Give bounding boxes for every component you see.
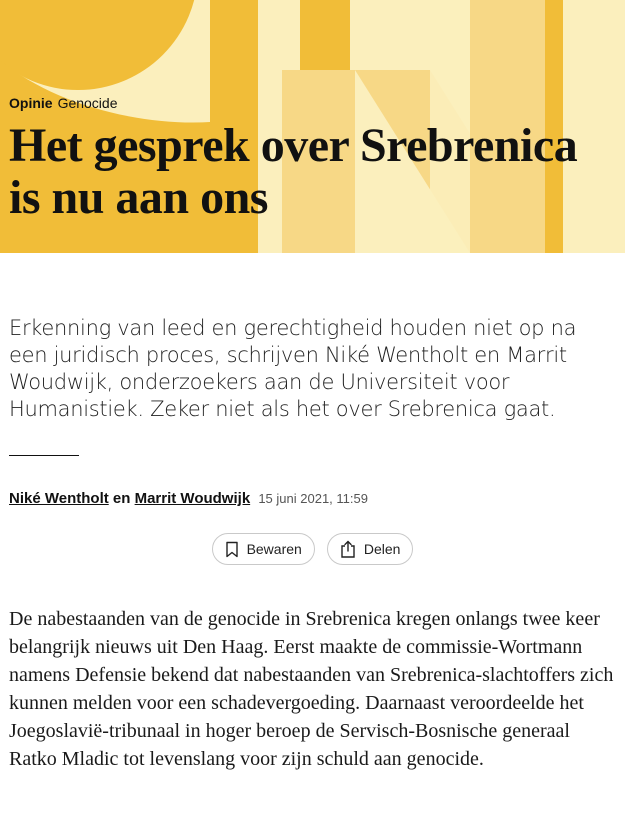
article-title: Het gesprek over Srebrenica is nu aan ons	[9, 119, 578, 224]
hero-banner	[0, 0, 625, 253]
share-label: Delen	[363, 541, 401, 557]
article-lead: Erkenning van leed en gerechtigheid houden niet op na een juridisch proces, schrijven Niké Wentholt en Marrit Woudwijk, onderzoekers aan de Universiteit voor Humanistiek. Zeker niet als het over Srebrenica gaat.	[9, 316, 577, 421]
section-label[interactable]: Opinie	[9, 95, 53, 111]
topic-label[interactable]: Genocide	[57, 95, 118, 111]
save-label: Bewaren	[246, 541, 302, 557]
share-button[interactable]	[327, 533, 414, 565]
article-actions	[0, 533, 625, 565]
bookmark-icon	[225, 541, 239, 558]
author-link-2[interactable]: Marrit Woudwijk	[134, 490, 251, 507]
divider	[9, 455, 79, 456]
byline-joiner: en	[112, 490, 131, 507]
article-body: De nabestaanden van de genocide in Srebrenica kregen onlangs twee keer belangrijk nieuws uit Den Haag. Eerst maakte de commissie-Wortmann namens Defensie bekend dat nabestaanden van Srebrenica-slachtoffers zich kunnen melden voor een schadevergoeding. Daarnaast veroordeelde het Joegoslavië-tribunaal in hoger beroep de Servisch-Bosnische generaal Ratko Mladic tot levenslang voor zijn schuld aan genocide.	[9, 608, 614, 770]
save-button[interactable]	[212, 533, 315, 565]
share-icon	[340, 540, 356, 558]
byline	[9, 489, 368, 509]
author-link-1[interactable]: Niké Wentholt	[9, 490, 109, 507]
kicker	[9, 94, 609, 112]
publish-date: 15 juni 2021, 11:59	[258, 491, 368, 506]
